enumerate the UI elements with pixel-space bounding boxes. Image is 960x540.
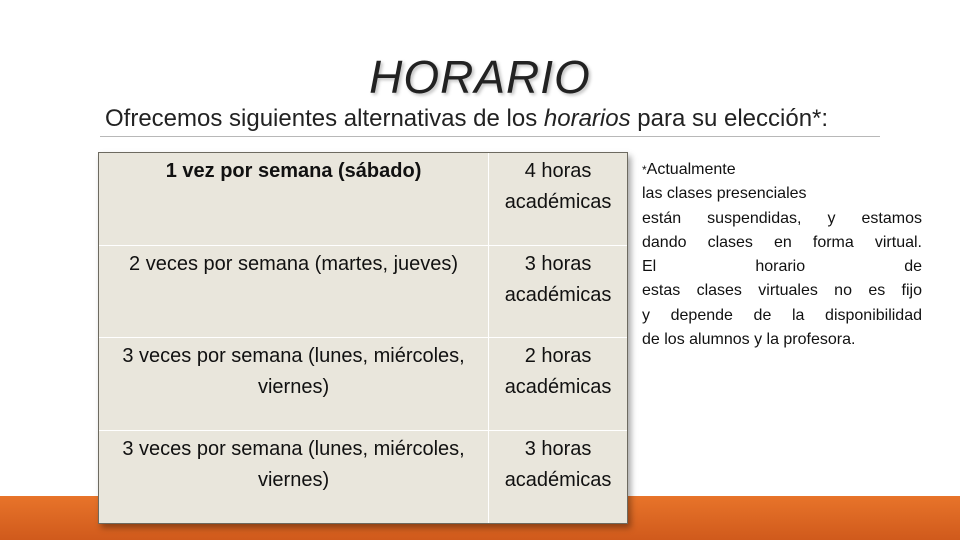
footnote-line: están suspendidas, y estamos [642, 209, 922, 227]
footnote-asterisk: * [642, 163, 647, 177]
row-days: 2 veces por semana (martes, jueves) [99, 245, 489, 338]
row-hours: 2 horas académicas [489, 338, 627, 431]
row-days: 3 veces por semana (lunes, miércoles, viernes) [122, 438, 465, 492]
row-days: 3 veces por semana (lunes, miércoles, viernes) [99, 338, 489, 431]
schedule-table [98, 152, 628, 524]
row-hours: 3 horas académicas [489, 245, 627, 338]
footnote-line: dando clases en forma virtual. [642, 233, 922, 251]
footnote-text: Actualmente [646, 161, 736, 178]
intro-text-start: Ofrecemos siguientes alternativas de los [105, 105, 544, 132]
table-row [99, 245, 627, 338]
page-title: HORARIO [369, 51, 591, 103]
footnote-line [642, 158, 922, 182]
table-row [99, 153, 627, 245]
footnote-line: estas clases virtuales no es fijo [642, 282, 922, 300]
row-hours: 3 horas académicas [489, 431, 627, 523]
row-hours: 4 horas académicas [489, 153, 627, 245]
row-days: 1 vez por semana (sábado) [99, 153, 489, 245]
footnote-line: El horario de [642, 258, 922, 276]
table-row [99, 431, 627, 523]
title-divider [100, 136, 880, 137]
table-row [99, 338, 627, 431]
intro-text-end: para su elección*: [630, 105, 829, 132]
footnote [642, 158, 922, 352]
footnote-line: y depende de la disponibilidad [642, 306, 922, 324]
footnote-line: las clases presenciales [642, 185, 807, 203]
intro-text [105, 105, 865, 133]
footnote-line: de los alumnos y la profesora. [642, 331, 856, 349]
intro-text-emphasis: horarios [543, 105, 631, 132]
